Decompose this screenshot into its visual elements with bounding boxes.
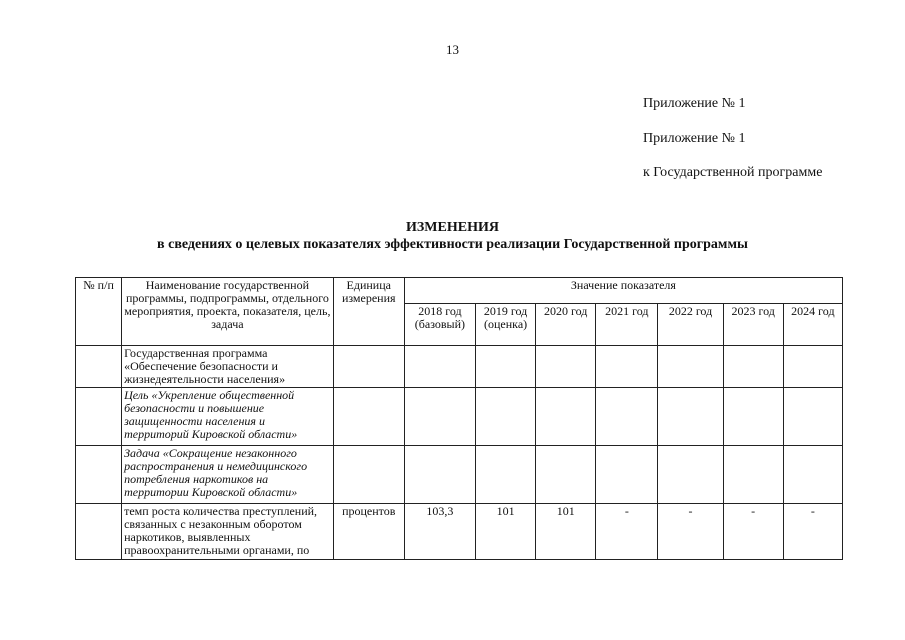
- row-value-2019: [476, 446, 536, 504]
- row-value-2021: [596, 388, 658, 446]
- row-unit: [333, 346, 404, 388]
- row-value-2022: [658, 446, 723, 504]
- row-value-2023: [723, 388, 783, 446]
- table-row: [76, 388, 843, 446]
- table-row: [76, 504, 843, 560]
- header-year-2022: 2022 год: [658, 304, 723, 346]
- row-value-2024: -: [783, 504, 842, 560]
- row-value-2022: [658, 346, 723, 388]
- header-year-2024: 2024 год: [783, 304, 842, 346]
- header-year-2023: 2023 год: [723, 304, 783, 346]
- row-num: [76, 504, 122, 560]
- header-year-2019: 2019 год (оценка): [476, 304, 536, 346]
- row-value-2022: -: [658, 504, 723, 560]
- row-value-2019: 101: [476, 504, 536, 560]
- header-unit: Единица измерения: [333, 278, 404, 346]
- appendix-line-1: Приложение № 1: [643, 96, 746, 111]
- row-value-2023: [723, 446, 783, 504]
- header-year-2018: 2018 год (базовый): [404, 304, 475, 346]
- header-values-group: Значение показателя: [404, 278, 842, 304]
- row-value-2020: [536, 388, 596, 446]
- header-name: Наименование государственной программы, подпрограммы, отдельного мероприятия, проекта, показателя, цель, задача: [122, 278, 334, 346]
- row-value-2023: -: [723, 504, 783, 560]
- row-value-2018: [404, 388, 475, 446]
- header-num: № п/п: [76, 278, 122, 346]
- row-value-2020: [536, 346, 596, 388]
- row-value-2018: [404, 346, 475, 388]
- row-name: Цель «Укрепление общественной безопасности и повышение защищенности населения и территорий Кировской области»: [122, 388, 334, 446]
- row-value-2023: [723, 346, 783, 388]
- row-value-2024: [783, 446, 842, 504]
- row-unit: [333, 446, 404, 504]
- row-value-2019: [476, 346, 536, 388]
- row-name: Государственная программа «Обеспечение безопасности и жизнедеятельности населения»: [122, 346, 334, 388]
- row-name: Задача «Сокращение незаконного распространения и немедицинского потребления наркотиков на территории Кировской области»: [122, 446, 334, 504]
- header-year-2020: 2020 год: [536, 304, 596, 346]
- row-value-2019: [476, 388, 536, 446]
- row-unit: [333, 388, 404, 446]
- appendix-line-2: Приложение № 1: [643, 131, 746, 146]
- header-year-2021: 2021 год: [596, 304, 658, 346]
- table-row: [76, 446, 843, 504]
- row-num: [76, 388, 122, 446]
- row-name: темп роста количества преступлений, связанных с незаконным оборотом наркотиков, выявленных правоохранительными органами, по: [122, 504, 334, 560]
- appendix-line-3: к Государственной программе: [643, 165, 823, 180]
- indicators-table: [75, 277, 843, 560]
- row-value-2021: [596, 346, 658, 388]
- table-row: [76, 346, 843, 388]
- row-value-2020: [536, 446, 596, 504]
- row-value-2018: 103,3: [404, 504, 475, 560]
- row-value-2024: [783, 346, 842, 388]
- row-value-2024: [783, 388, 842, 446]
- row-value-2022: [658, 388, 723, 446]
- document-subtitle: в сведениях о целевых показателях эффективности реализации Государственной программы: [157, 237, 748, 252]
- row-num: [76, 446, 122, 504]
- row-num: [76, 346, 122, 388]
- row-value-2018: [404, 446, 475, 504]
- page-number: 13: [446, 42, 459, 57]
- row-value-2021: -: [596, 504, 658, 560]
- row-value-2020: 101: [536, 504, 596, 560]
- row-unit: процентов: [333, 504, 404, 560]
- row-value-2021: [596, 446, 658, 504]
- document-title: ИЗМЕНЕНИЯ: [406, 220, 499, 235]
